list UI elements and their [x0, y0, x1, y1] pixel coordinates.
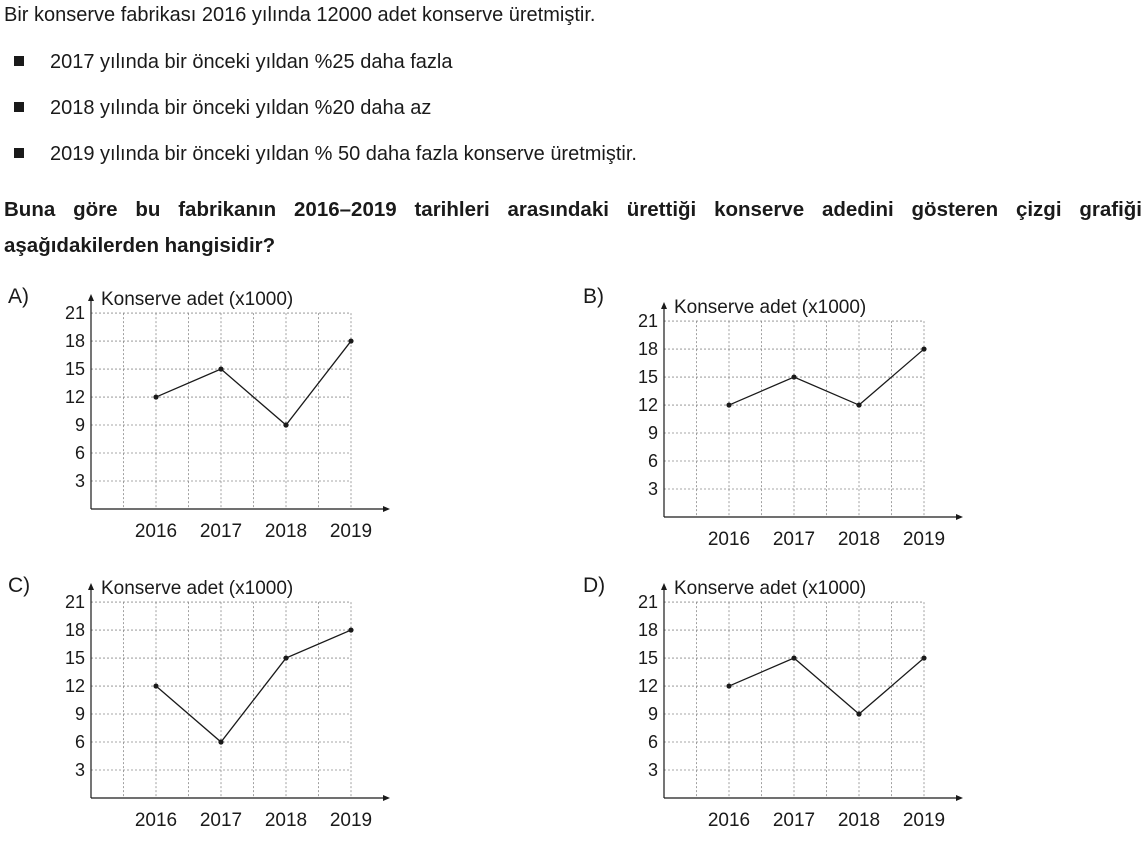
y-axis-title: Konserve adet (x1000)	[674, 578, 867, 599]
data-point	[921, 346, 926, 351]
x-tick-label: 2018	[264, 810, 308, 831]
x-tick-label: 2016	[134, 810, 178, 831]
x-tick-label: 2018	[837, 810, 881, 831]
x-tick-label: 2019	[902, 529, 946, 550]
y-axis-arrow-icon	[661, 583, 667, 590]
x-tick-label: 2019	[329, 810, 373, 831]
y-tick-label: 21	[637, 311, 658, 332]
x-axis-arrow-icon	[956, 514, 963, 520]
data-point	[726, 402, 731, 407]
y-axis-arrow-icon	[88, 294, 94, 301]
x-tick-label: 2016	[134, 521, 178, 542]
data-point	[283, 422, 288, 427]
data-point	[726, 683, 731, 688]
y-tick-label: 9	[74, 415, 85, 436]
condition-text: 2017 yılında bir önceki yıldan %25 daha fazla	[50, 51, 453, 73]
data-point	[348, 627, 353, 632]
data-point	[348, 338, 353, 343]
y-tick-label: 21	[637, 592, 658, 613]
y-tick-label: 12	[64, 676, 85, 697]
x-tick-label: 2017	[199, 810, 243, 831]
y-tick-label: 6	[74, 732, 85, 753]
chart-option-b[interactable]	[628, 293, 968, 558]
y-axis-arrow-icon	[88, 583, 94, 590]
y-tick-label: 3	[74, 760, 85, 781]
x-tick-label: 2017	[772, 529, 816, 550]
y-axis-title: Konserve adet (x1000)	[101, 578, 294, 599]
x-tick-label: 2019	[902, 810, 946, 831]
x-axis-arrow-icon	[383, 795, 390, 801]
intro-text: Bir konserve fabrikası 2016 yılında 12000 adet konserve üretmiştir.	[4, 4, 596, 26]
x-axis-arrow-icon	[956, 795, 963, 801]
y-tick-label: 6	[647, 451, 658, 472]
y-tick-label: 12	[64, 387, 85, 408]
y-tick-label: 15	[637, 367, 658, 388]
data-point	[921, 655, 926, 660]
condition-text: 2019 yılında bir önceki yıldan % 50 daha fazla konserve üretmiştir.	[50, 143, 637, 165]
square-bullet-icon	[14, 148, 24, 158]
y-axis-title: Konserve adet (x1000)	[674, 297, 867, 318]
condition-item	[14, 96, 637, 142]
y-tick-label: 3	[647, 760, 658, 781]
data-point	[153, 683, 158, 688]
question-text: Buna göre bu fabrikanın 2016–2019 tarihleri arasındaki ürettiği konserve adedini gösteren çizgi grafiği aşağıdakilerden hangisidir?	[4, 198, 1142, 257]
data-point	[218, 366, 223, 371]
x-tick-label: 2018	[837, 529, 881, 550]
square-bullet-icon	[14, 102, 24, 112]
y-tick-label: 6	[647, 732, 658, 753]
condition-text: 2018 yılında bir önceki yıldan %20 daha az	[50, 97, 432, 119]
data-point	[791, 655, 796, 660]
data-point	[218, 739, 223, 744]
option-d-label[interactable]: D)	[583, 574, 606, 597]
data-point	[283, 655, 288, 660]
y-axis-title: Konserve adet (x1000)	[101, 289, 294, 310]
y-tick-label: 9	[74, 704, 85, 725]
condition-item	[14, 142, 637, 188]
y-tick-label: 12	[637, 676, 658, 697]
chart-option-d[interactable]	[628, 574, 968, 839]
y-tick-label: 18	[64, 620, 85, 641]
y-tick-label: 12	[637, 395, 658, 416]
y-tick-label: 15	[64, 648, 85, 669]
data-point	[791, 374, 796, 379]
y-tick-label: 9	[647, 423, 658, 444]
condition-list	[14, 50, 637, 188]
option-b-label[interactable]: B)	[583, 285, 604, 308]
option-c-label[interactable]: C)	[8, 574, 31, 597]
y-tick-label: 18	[637, 339, 658, 360]
x-tick-label: 2019	[329, 521, 373, 542]
y-tick-label: 21	[64, 592, 85, 613]
chart-option-a[interactable]	[55, 285, 395, 550]
x-tick-label: 2017	[772, 810, 816, 831]
square-bullet-icon	[14, 56, 24, 66]
y-tick-label: 18	[64, 331, 85, 352]
y-tick-label: 6	[74, 443, 85, 464]
y-tick-label: 18	[637, 620, 658, 641]
data-point	[856, 402, 861, 407]
y-tick-label: 3	[74, 471, 85, 492]
option-a-label[interactable]: A)	[8, 285, 29, 308]
y-tick-label: 21	[64, 303, 85, 324]
y-tick-label: 9	[647, 704, 658, 725]
y-tick-label: 15	[637, 648, 658, 669]
x-tick-label: 2016	[707, 810, 751, 831]
chart-option-c[interactable]	[55, 574, 395, 839]
y-axis-arrow-icon	[661, 302, 667, 309]
data-point	[153, 394, 158, 399]
x-tick-label: 2018	[264, 521, 308, 542]
x-axis-arrow-icon	[383, 506, 390, 512]
x-tick-label: 2016	[707, 529, 751, 550]
x-tick-label: 2017	[199, 521, 243, 542]
condition-item	[14, 50, 637, 96]
y-tick-label: 3	[647, 479, 658, 500]
data-point	[856, 711, 861, 716]
y-tick-label: 15	[64, 359, 85, 380]
